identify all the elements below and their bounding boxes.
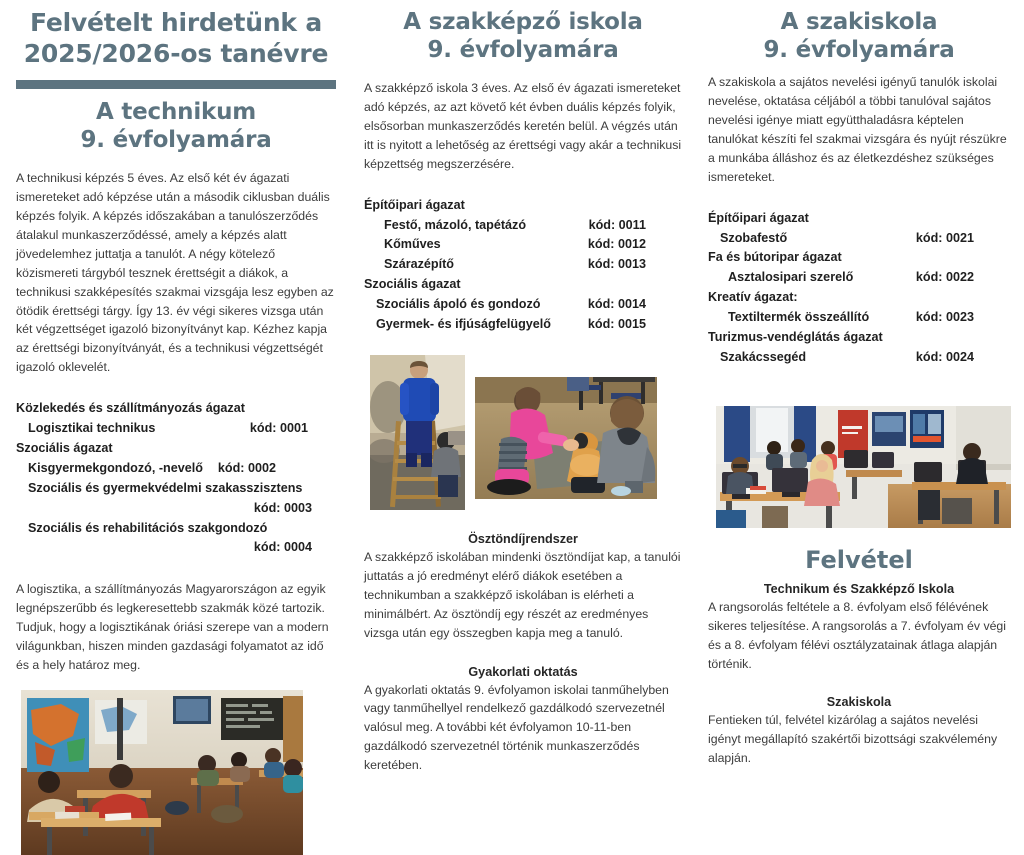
program-row (16, 459, 336, 479)
program-name: Szociális és gyermekvédelmi szakasszisztens (28, 480, 303, 495)
section-title-szakkepzo-line2: 9. évfolyamára (427, 37, 619, 64)
program-name: Szobafestő (720, 230, 788, 245)
program-name: Szakácssegéd (720, 349, 807, 364)
program-name: Asztalosipari szerelő (728, 270, 854, 285)
page-title-line1: Felvételt hirdetünk a (29, 8, 323, 37)
column-szakkepzo (352, 0, 694, 791)
program-row (364, 295, 682, 315)
program-row (708, 229, 1010, 249)
section-title-szakiskola-line1: A szakiskola (780, 9, 938, 35)
scholarship-text: A szakképző iskolában mindenki ösztöndíjat kap, a tanulói juttatás a jó eredményt elérő diákok esetében a technikumban a szakképző iskolában is elérheti a minimálbért. Az ösztöndíj egy részét az eredményes vizsga után egy összegben kapja meg a tanuló. (364, 549, 681, 640)
technikum-intro-text: A technikusi képzés 5 éves. Az első két év ágazati ismereteket adó képzése után a második ciklusban duális képzés folyik. A képzés időszakában a tanulószerződés átalakul munkaszerződéssé, amely a képzés alatt jövedelemhez juttatja a tanulót. A négy kötelező közismereti tárgyból tesznek érettségit a diákok, a technikusi szakképesítés szakmai vizsgája lesz egyben az ötödik érettségi tárgy. Így 13. év végi sikeres vizsga után két végzettséget igazoló bizonyítványt kap. Kézhez kapja az érettségi bizonyítványát, és a technikusi végzettségét igazoló oklevelét. (16, 171, 334, 375)
szakkepzo-photo-row (364, 355, 682, 510)
program-code: kód: 0004 (253, 540, 312, 555)
admission-heading: Felvétel (805, 545, 913, 574)
section-title-technikum-line2: 9. évfolyamára (80, 127, 272, 154)
program-code: kód: 0022 (915, 270, 974, 285)
sector-heading: Kreatív ágazat: (708, 290, 798, 305)
page-title-line2: 2025/2026-os tanévre (23, 38, 329, 68)
sector-heading: Építőipari ágazat (708, 210, 809, 225)
program-row (708, 308, 1010, 328)
page-title (16, 0, 336, 69)
program-row (364, 255, 682, 275)
program-code: kód: 0021 (915, 230, 974, 245)
szakiskola-program-list (708, 209, 1010, 368)
scholarship-heading: Ösztöndíjrendszer (468, 531, 578, 546)
program-row (16, 479, 336, 519)
first-aid-training-photo (475, 377, 657, 499)
title-divider-bar (16, 80, 336, 89)
program-code: kód: 0024 (915, 349, 974, 364)
section-title-technikum (16, 98, 336, 154)
program-code: kód: 0012 (587, 237, 646, 252)
program-code: kód: 0013 (587, 257, 646, 272)
section-title-szakiskola-line2: 9. évfolyamára (763, 37, 955, 64)
practical-training-heading: Gyakorlati oktatás (468, 664, 578, 679)
technikum-program-list (16, 399, 336, 558)
program-row (364, 216, 682, 236)
program-name: Kisgyermekgondozó, -nevelő (28, 460, 203, 475)
program-code: kód: 0003 (253, 500, 312, 515)
program-code: kód: 0015 (587, 317, 646, 332)
sector-heading: Közlekedés és szállítmányozás ágazat (16, 401, 245, 416)
program-name: Textiltermék összeállító (728, 310, 870, 325)
program-name: Szociális és rehabilitációs szakgondozó (28, 520, 268, 535)
program-row (364, 235, 682, 255)
sector-heading: Szociális ágazat (16, 441, 113, 456)
program-code: kód: 0011 (588, 217, 646, 232)
szakiskola-intro-text: A szakiskola a sajátos nevelési igényű tanulók iskolai nevelése, oktatása céljából a többi tanulóval sajátos nevelési igénye miatt együtthaladásra képtelen tanulókat készíti fel szakmai vizsgára és nyújt részükre a munkába álláshoz és az életkezdéshez szükséges ismereteket. (708, 75, 1007, 184)
computer-lab-photo (716, 406, 1011, 528)
section-title-szakkepzo-line1: A szakképző iskola (403, 9, 643, 35)
logistics-outro-text: A logisztika, a szállítmányozás Magyarországon az egyik legnépszerűbb és legkeresettebb szakmák közé tartozik. Tudjuk, hogy a logisztikának óriási szerepe van a modern világunkban, hiszen minden gazdasági folyamatot az idő és a hely határoz meg. (16, 582, 329, 673)
painter-on-ladder-photo (370, 355, 465, 510)
program-row (708, 348, 1010, 368)
program-code: kód: 0023 (915, 310, 974, 325)
sector-heading: Turizmus-vendéglátás ágazat (708, 329, 883, 344)
program-name: Gyermek- és ifjúságfelügyelő (376, 317, 551, 332)
szakkepzo-program-list (364, 196, 682, 335)
szakkepzo-intro-text: A szakképző iskola 3 éves. Az első év ágazati ismereteket adó képzés, az azt követő két évben duális képzés folyik, elsősorban munkaszerződés keretén belül. A végzés után itt is nyitott a lehetőség az érettségi vagy akár a technikusi képzettség megszerzésére. (364, 81, 682, 171)
program-row (16, 519, 336, 559)
admission-text-technikum: A rangsorolás feltétele a 8. évfolyam első félévének sikeres teljesítése. A rangsorolás a 7. évfolyam év végi és a 8. évfolyam félévi osztályzatainak átlaga alapján történik. (708, 599, 1007, 671)
classroom-students-writing-photo (21, 690, 303, 855)
practical-training-text: A gyakorlati oktatás 9. évfolyamon iskolai tanműhelyben vagy tanműhellyel rendelkező gazdálkodó szervezetnél valósul meg. A további két évfolyamon 10-11-ben gazdálkodó szervezetnél történik munkaszerződés keretében. (364, 682, 669, 773)
sector-heading: Építőipari ágazat (364, 197, 465, 212)
section-title-szakkepzo (364, 0, 682, 64)
program-row (708, 268, 1010, 288)
admission-subheading-technikum: Technikum és Szakképző Iskola (763, 581, 955, 596)
section-title-technikum-line1: A technikum (95, 99, 257, 125)
sector-heading: Szociális ágazat (364, 277, 461, 292)
program-row (16, 419, 336, 439)
program-name: Kőműves (384, 237, 441, 252)
program-row (364, 315, 682, 335)
program-name: Festő, mázoló, tapétázó (384, 217, 527, 232)
admission-text-szakiskola: Fentieken túl, felvétel kizárólag a sajátos nevelési igényt megállapító szakértői bizottsági szakvélemény alapján. (708, 713, 998, 766)
column-szakiskola (694, 0, 1024, 791)
program-code: kód: 0001 (249, 421, 308, 436)
program-code: kód: 0014 (587, 297, 646, 312)
column-technikum (0, 0, 352, 791)
program-name: Szociális ápoló és gondozó (376, 297, 541, 312)
program-name: Logisztikai technikus (28, 421, 156, 436)
program-name: Szárazépítő (384, 257, 454, 272)
section-title-szakiskola (708, 0, 1010, 64)
program-code: kód: 0002 (217, 460, 276, 475)
sector-heading: Fa és bútoripar ágazat (708, 250, 842, 265)
admission-subheading-szakiskola: Szakiskola (826, 695, 892, 710)
